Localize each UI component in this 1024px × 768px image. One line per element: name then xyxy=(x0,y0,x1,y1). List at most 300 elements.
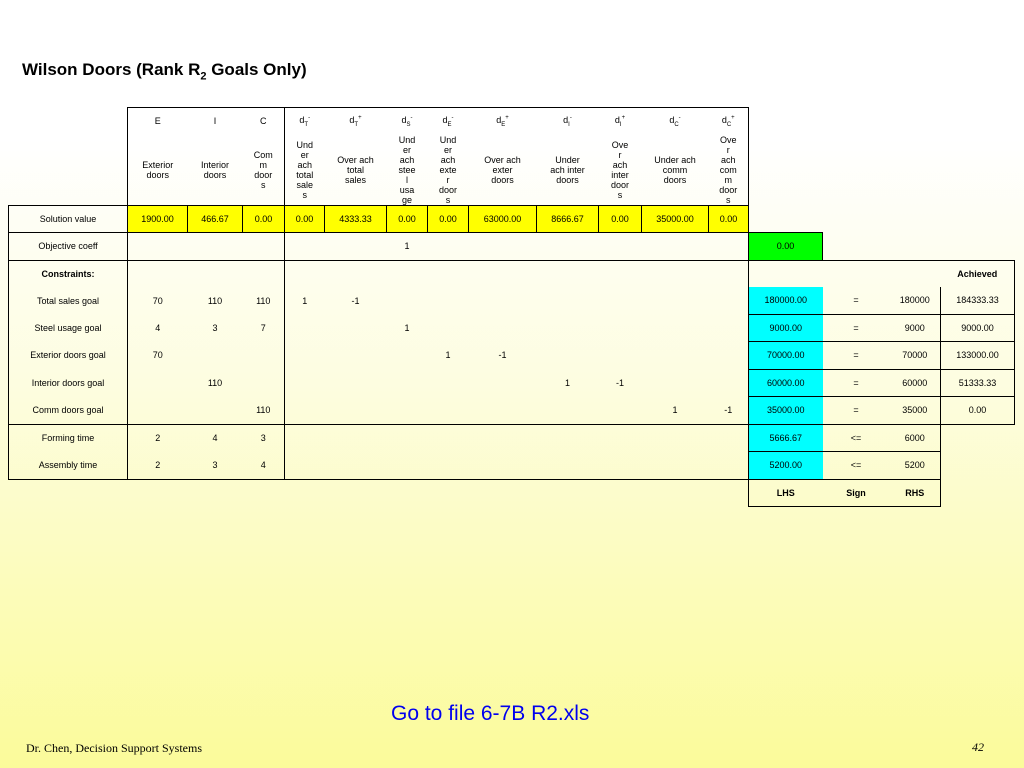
coeff-cell xyxy=(537,314,599,342)
header-sup: + xyxy=(731,114,735,121)
header-main: I xyxy=(213,116,217,127)
row-label: Assembly time xyxy=(9,452,128,480)
coeff-cell: 3 xyxy=(188,452,243,480)
sign-cell: = xyxy=(823,397,890,425)
solution-value-cell: 35000.00 xyxy=(642,205,709,233)
coeff-cell xyxy=(285,314,325,342)
constraint-row xyxy=(9,287,1015,314)
coeff-cell: 2 xyxy=(128,424,188,452)
coeff-cell: 4 xyxy=(128,314,188,342)
empty-cell xyxy=(749,135,823,206)
header-sub: T xyxy=(304,121,309,128)
constraints-header-row xyxy=(9,260,1015,287)
solution-value-cell: 0.00 xyxy=(285,205,325,233)
description-line: ach xyxy=(440,154,456,165)
description-line: Und xyxy=(296,139,313,150)
description-line: er xyxy=(443,144,452,155)
column-description xyxy=(428,135,469,206)
header-row xyxy=(9,108,1015,135)
coeff-cell xyxy=(325,424,387,452)
description-line: Under ach xyxy=(654,154,696,165)
description-line: r xyxy=(726,144,730,155)
coeff-cell: 110 xyxy=(243,397,285,425)
rhs-cell: 70000 xyxy=(890,342,941,370)
header-sup: - xyxy=(410,114,413,121)
constraint-row xyxy=(9,424,1015,452)
solution-value-cell: 0.00 xyxy=(599,205,642,233)
coeff-cell xyxy=(599,287,642,314)
header-sub: E xyxy=(447,121,452,128)
empty-cell xyxy=(709,479,749,507)
objective-row xyxy=(9,233,1015,261)
coeff-cell: 3 xyxy=(212,322,218,333)
column-header xyxy=(428,108,469,135)
coeff-cell: 110 xyxy=(207,295,223,306)
coeff-cell xyxy=(285,342,325,370)
solution-value-cell: 0.00 xyxy=(243,205,285,233)
description-line: Under xyxy=(555,154,580,165)
column-header xyxy=(325,108,387,135)
achieved-cell: 184333.33 xyxy=(941,287,1015,314)
constraint-row xyxy=(9,342,1015,370)
header-main: d xyxy=(721,114,727,125)
description-line: r xyxy=(618,149,622,160)
solution-value-cell: 8666.67 xyxy=(537,205,599,233)
empty-cell xyxy=(823,108,890,135)
empty-cell xyxy=(941,479,1015,507)
coeff-cell xyxy=(387,287,428,314)
empty-cell xyxy=(890,108,941,135)
description-line: Ove xyxy=(611,139,629,150)
empty-cell xyxy=(9,479,128,507)
excel-file-link[interactable]: Go to file 6-7B R2.xls xyxy=(391,702,590,725)
coeff-cell xyxy=(469,369,537,397)
header-main: d xyxy=(563,114,569,125)
achieved-cell xyxy=(941,424,1015,452)
coeff-cell xyxy=(243,342,285,370)
description-line: doors xyxy=(146,169,169,180)
objective-coeff-cell xyxy=(428,233,469,261)
coeff-cell: 4 xyxy=(243,452,285,480)
lhs-cell: 70000.00 xyxy=(749,342,823,370)
sign-label: Sign xyxy=(823,479,890,507)
empty-cell xyxy=(823,205,890,233)
header-main: E xyxy=(154,116,161,127)
coeff-cell xyxy=(428,424,469,452)
objective-coeff-cell xyxy=(325,233,387,261)
header-sub: T xyxy=(354,121,359,128)
description-line: com xyxy=(719,164,737,175)
description-line: s xyxy=(726,194,731,205)
row-label: Steel usage goal xyxy=(9,314,128,342)
coeff-cell xyxy=(469,424,537,452)
coeff-cell: 1 xyxy=(642,397,709,425)
empty-cell xyxy=(823,135,890,206)
description-row xyxy=(9,135,1015,206)
coeff-cell xyxy=(387,424,428,452)
objective-coeff-cell xyxy=(243,233,285,261)
coeff-cell xyxy=(537,452,599,480)
objective-coeff-cell xyxy=(599,233,642,261)
description-line: sale xyxy=(296,179,313,190)
coeff-cell xyxy=(599,397,642,425)
empty-cell xyxy=(9,108,128,135)
header-sub: I xyxy=(568,121,570,128)
description-line: Und xyxy=(439,134,457,145)
coeff-cell xyxy=(642,342,709,370)
description-line: Interior xyxy=(200,159,229,170)
solution-value-cell: 0.00 xyxy=(709,205,749,233)
lhs-cell: 180000.00 xyxy=(749,287,823,314)
description-line: stee xyxy=(398,164,416,175)
empty-cell xyxy=(537,479,599,507)
description-line: door xyxy=(254,169,273,180)
column-description xyxy=(599,135,642,206)
empty-cell xyxy=(387,479,428,507)
empty-cell xyxy=(428,479,469,507)
header-main: C xyxy=(260,116,267,127)
description-line: Over ach xyxy=(337,154,374,165)
description-line: Exterior xyxy=(142,159,174,170)
slide-title: Wilson Doors (Rank $R_2$ Goals Only) xyxy=(22,60,307,83)
coeff-cell: -1 xyxy=(498,350,507,361)
header-sub: C xyxy=(726,121,732,128)
coeff-cell xyxy=(709,369,749,397)
rhs-cell: 9000 xyxy=(890,314,941,342)
empty-cell xyxy=(243,260,285,287)
coeff-cell xyxy=(243,369,285,397)
header-sup: - xyxy=(308,114,311,121)
solution-value-cell: 4333.33 xyxy=(325,205,387,233)
sign-cell: <= xyxy=(823,452,890,480)
coeff-cell xyxy=(537,342,599,370)
header-main: d xyxy=(614,114,620,125)
empty-cell xyxy=(749,108,823,135)
empty-cell xyxy=(599,260,642,287)
description-line: ach xyxy=(399,154,415,165)
description-line: door xyxy=(438,184,457,195)
coeff-cell xyxy=(642,314,709,342)
coeff-cell xyxy=(599,342,642,370)
empty-cell xyxy=(890,205,941,233)
header-sup: + xyxy=(505,114,509,121)
coeff-cell xyxy=(387,397,428,425)
description-line: sales xyxy=(344,174,366,185)
page-number: 42 xyxy=(972,740,984,754)
empty-cell xyxy=(941,233,1015,261)
description-line: m xyxy=(259,159,267,170)
sign-cell: <= xyxy=(823,424,890,452)
description-line: l xyxy=(406,174,408,185)
column-header xyxy=(642,108,709,135)
coeff-cell xyxy=(537,287,599,314)
description-line: comm xyxy=(662,164,688,175)
description-line: Com xyxy=(253,149,273,160)
coeff-cell xyxy=(709,452,749,480)
coeff-cell xyxy=(285,452,325,480)
empty-cell xyxy=(188,479,243,507)
coeff-cell: -1 xyxy=(351,295,360,306)
coeff-cell xyxy=(469,314,537,342)
description-line: exte xyxy=(439,164,457,175)
header-sub: C xyxy=(674,121,679,128)
objective-value-cell: 0.00 xyxy=(749,233,823,261)
objective-coeff-cell: 1 xyxy=(387,233,428,261)
coeff-cell: 1 xyxy=(302,295,308,306)
coeff-cell: 1 xyxy=(564,377,570,388)
column-header xyxy=(243,108,285,135)
solution-row xyxy=(9,205,1015,233)
coeff-cell: 1 xyxy=(445,350,451,361)
coeff-cell xyxy=(428,369,469,397)
empty-cell xyxy=(285,260,325,287)
column-description xyxy=(188,135,243,206)
constraint-row xyxy=(9,397,1015,425)
lhs-sign-rhs-row xyxy=(9,479,1015,507)
coeff-cell xyxy=(599,314,642,342)
empty-cell xyxy=(890,233,941,261)
empty-cell xyxy=(285,479,325,507)
description-line: total xyxy=(296,169,314,180)
coeff-cell xyxy=(428,314,469,342)
header-sub: E xyxy=(501,121,506,128)
empty-cell xyxy=(890,260,941,287)
column-description xyxy=(285,135,325,206)
lhs-cell: 60000.00 xyxy=(749,369,823,397)
header-main: d xyxy=(669,114,675,125)
coeff-cell xyxy=(428,452,469,480)
empty-cell xyxy=(599,479,642,507)
empty-cell xyxy=(128,479,188,507)
empty-cell xyxy=(749,260,823,287)
constraints-label: Constraints: xyxy=(9,260,128,287)
objective-coeff-cell xyxy=(537,233,599,261)
coeff-cell: 70 xyxy=(128,342,188,370)
header-sup: + xyxy=(621,114,626,121)
column-description xyxy=(537,135,599,206)
column-description xyxy=(709,135,749,206)
description-line: s xyxy=(302,189,307,200)
sign-cell: = xyxy=(823,287,890,314)
lhs-cell: 5666.67 xyxy=(749,424,823,452)
description-line: er xyxy=(300,149,309,160)
rhs-cell: 5200 xyxy=(890,452,941,480)
coeff-cell xyxy=(387,452,428,480)
rhs-cell: 6000 xyxy=(890,424,941,452)
coeff-cell xyxy=(188,342,243,370)
solution-value-cell: 63000.00 xyxy=(469,205,537,233)
column-header xyxy=(537,108,599,135)
coeff-cell xyxy=(642,452,709,480)
row-label: Forming time xyxy=(9,424,128,452)
lhs-label: LHS xyxy=(749,479,823,507)
coeff-cell xyxy=(469,287,537,314)
empty-cell xyxy=(428,260,469,287)
column-header xyxy=(387,108,428,135)
achieved-cell: 0.00 xyxy=(941,397,1015,425)
sign-cell: = xyxy=(823,314,890,342)
empty-cell xyxy=(749,205,823,233)
objective-coeff-cell xyxy=(642,233,709,261)
header-sup: + xyxy=(358,114,362,121)
achieved-cell: 9000.00 xyxy=(941,314,1015,342)
achieved-cell: 51333.33 xyxy=(941,369,1015,397)
coeff-cell xyxy=(325,369,387,397)
coeff-cell: 70 xyxy=(128,287,188,314)
column-header xyxy=(709,108,749,135)
column-header xyxy=(188,108,243,135)
description-line: doors xyxy=(491,174,514,185)
constraint-row xyxy=(9,369,1015,397)
empty-cell xyxy=(128,260,188,287)
coeff-cell xyxy=(325,452,387,480)
row-label: Comm doors goal xyxy=(9,397,128,425)
coeff-cell xyxy=(188,397,243,425)
sign-cell: = xyxy=(823,342,890,370)
spreadsheet-table xyxy=(8,107,1015,507)
empty-cell xyxy=(188,260,243,287)
empty-cell xyxy=(642,479,709,507)
description-line: exter xyxy=(492,164,513,175)
objective-coeff-cell xyxy=(469,233,537,261)
footer-text: Dr. Chen, Decision Support Systems xyxy=(26,741,202,755)
description-line: s xyxy=(261,179,266,190)
coeff-cell xyxy=(428,397,469,425)
header-main: d xyxy=(299,114,305,125)
empty-cell xyxy=(387,260,428,287)
coeff-cell: 7 xyxy=(243,314,285,342)
description-line: door xyxy=(610,179,629,190)
description-line: doors xyxy=(556,174,579,185)
empty-cell xyxy=(9,135,128,206)
description-line: r xyxy=(446,174,450,185)
sign-cell: = xyxy=(823,369,890,397)
column-description xyxy=(325,135,387,206)
lhs-cell: 5200.00 xyxy=(749,452,823,480)
coeff-cell xyxy=(642,287,709,314)
coeff-cell xyxy=(537,397,599,425)
coeff-cell xyxy=(285,397,325,425)
description-line: ach xyxy=(612,159,628,170)
empty-cell xyxy=(642,260,709,287)
objective-coeff-cell xyxy=(285,233,325,261)
description-line: Over ach xyxy=(484,154,521,165)
coeff-cell xyxy=(537,424,599,452)
column-header xyxy=(469,108,537,135)
objective-coeff-cell xyxy=(188,233,243,261)
row-label: Solution value xyxy=(9,205,128,233)
empty-cell xyxy=(325,479,387,507)
description-line: ach xyxy=(297,159,312,170)
coeff-cell xyxy=(387,342,428,370)
lhs-cell: 35000.00 xyxy=(749,397,823,425)
description-line: door xyxy=(719,184,738,195)
empty-cell xyxy=(941,108,1015,135)
empty-cell xyxy=(823,260,890,287)
empty-cell xyxy=(890,135,941,206)
header-sup: - xyxy=(451,114,454,121)
header-main: d xyxy=(401,114,407,125)
description-line: ach xyxy=(720,154,736,165)
objective-coeff-cell xyxy=(128,233,188,261)
column-header xyxy=(128,108,188,135)
column-header xyxy=(285,108,325,135)
description-line: s xyxy=(445,194,451,205)
description-line: doors xyxy=(663,174,687,185)
coeff-cell: 110 xyxy=(243,287,285,314)
description-line: m xyxy=(724,174,732,185)
constraint-row xyxy=(9,314,1015,342)
constraint-row xyxy=(9,452,1015,480)
column-header xyxy=(599,108,642,135)
description-line: ach inter xyxy=(550,164,585,175)
coeff-cell xyxy=(642,369,709,397)
achieved-label: Achieved xyxy=(941,260,1015,287)
description-line: doors xyxy=(203,169,227,180)
coeff-cell xyxy=(387,369,428,397)
coeff-cell xyxy=(599,424,642,452)
row-label: Interior doors goal xyxy=(9,369,128,397)
coeff-cell xyxy=(709,314,749,342)
description-line: ge xyxy=(401,194,412,205)
rhs-cell: 180000 xyxy=(890,287,941,314)
coeff-cell: 4 xyxy=(212,433,218,443)
description-line: er xyxy=(402,144,411,155)
row-label: Exterior doors goal xyxy=(9,342,128,370)
coeff-cell xyxy=(128,397,188,425)
empty-cell xyxy=(243,479,285,507)
description-line: total xyxy=(346,164,364,175)
coeff-cell xyxy=(599,452,642,480)
header-main: d xyxy=(496,114,502,125)
coeff-cell xyxy=(325,342,387,370)
coeff-cell xyxy=(469,452,537,480)
solution-value-cell: 1900.00 xyxy=(128,205,188,233)
solution-value-cell: 466.67 xyxy=(188,205,243,233)
empty-cell xyxy=(823,233,890,261)
lhs-cell: 9000.00 xyxy=(749,314,823,342)
rhs-label: RHS xyxy=(890,479,941,507)
column-description xyxy=(128,135,188,206)
header-sup: - xyxy=(678,114,681,121)
coeff-cell xyxy=(709,287,749,314)
coeff-cell xyxy=(642,424,709,452)
coeff-cell xyxy=(709,342,749,370)
rhs-cell: 60000 xyxy=(890,369,941,397)
column-description xyxy=(642,135,709,206)
coeff-cell: 2 xyxy=(128,452,188,480)
solution-value-cell: 0.00 xyxy=(387,205,428,233)
header-sup: - xyxy=(569,114,572,121)
header-main: d xyxy=(442,114,448,125)
coeff-cell xyxy=(285,424,325,452)
objective-coeff-cell xyxy=(709,233,749,261)
achieved-cell xyxy=(941,452,1015,480)
row-label: Total sales goal xyxy=(9,287,128,314)
header-main: d xyxy=(349,114,355,125)
description-line: Ove xyxy=(719,134,737,145)
empty-cell xyxy=(941,205,1015,233)
coeff-cell: -1 xyxy=(615,377,624,388)
coeff-cell xyxy=(325,314,387,342)
column-description xyxy=(243,135,285,206)
description-line: s xyxy=(617,189,623,200)
coeff-cell xyxy=(128,369,188,397)
rhs-cell: 35000 xyxy=(890,397,941,425)
coeff-cell xyxy=(709,424,749,452)
coeff-cell xyxy=(428,287,469,314)
coeff-cell: 110 xyxy=(207,377,223,388)
